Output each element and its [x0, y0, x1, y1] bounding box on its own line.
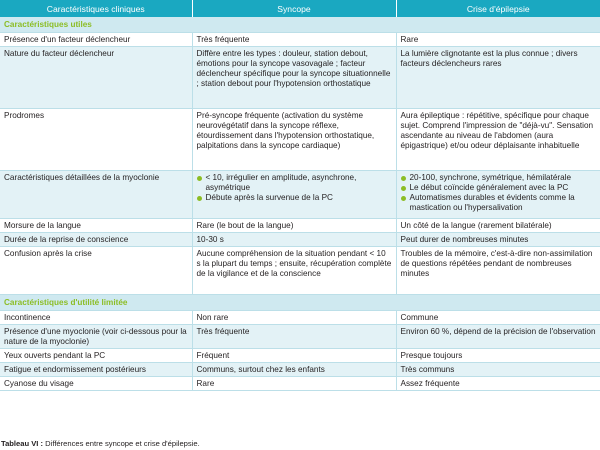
- list-item: Le début coïncide généralement avec la PC: [401, 183, 597, 193]
- syncope-cell: Aucune compréhension de la situation pendant < 10 s la plupart du temps ; ensuite, récupération complète de la vigilance et de la conscience: [192, 247, 396, 295]
- caption-text: Différences entre syncope et crise d'épilepsie.: [43, 439, 200, 448]
- row-label: Présence d'une myoclonie (voir ci-dessous pour la nature de la myoclonie): [0, 325, 192, 349]
- epilepsie-cell: [396, 171, 600, 219]
- syncope-cell: 10-30 s: [192, 233, 396, 247]
- epilepsie-cell: Environ 60 %, dépend de la précision de l'observation: [396, 325, 600, 349]
- epilepsie-cell: La lumière clignotante est la plus connue ; divers facteurs déclencheurs rares: [396, 47, 600, 109]
- syncope-cell: Fréquent: [192, 349, 396, 363]
- epilepsie-cell: Commune: [396, 311, 600, 325]
- table-row: [0, 109, 600, 171]
- epilepsie-cell: Assez fréquente: [396, 377, 600, 391]
- table-row: [0, 325, 600, 349]
- list-item: 20-100, synchrone, symétrique, hémilatérale: [401, 173, 597, 183]
- table-row: [0, 219, 600, 233]
- syncope-cell: Très fréquente: [192, 33, 396, 47]
- table-row: [0, 311, 600, 325]
- list-item: Débute après la survenue de la PC: [197, 193, 392, 203]
- list-item: < 10, irrégulier en amplitude, asynchrone, asymétrique: [197, 173, 392, 193]
- epilepsie-cell: Rare: [396, 33, 600, 47]
- row-label: Nature du facteur déclencheur: [0, 47, 192, 109]
- table-row: [0, 349, 600, 363]
- syncope-cell: Diffère entre les types : douleur, station debout, émotions pour la syncope vasovagale ; facteur déclencheur spécifique pour la syncope situationnelle ; station debout pour l'hypotension orthostatique: [192, 47, 396, 109]
- list-item: Automatismes durables et évidents comme la mastication ou l'hypersalivation: [401, 193, 597, 213]
- syncope-cell: Rare: [192, 377, 396, 391]
- epilepsie-cell: Un côté de la langue (rarement bilatérale): [396, 219, 600, 233]
- row-label: Fatigue et endormissement postérieurs: [0, 363, 192, 377]
- bullet-list: [401, 173, 597, 213]
- table-row: [0, 171, 600, 219]
- row-label: Confusion après la crise: [0, 247, 192, 295]
- row-label: Prodromes: [0, 109, 192, 171]
- syncope-cell: Non rare: [192, 311, 396, 325]
- section-title: Caractéristiques d'utilité limitée: [0, 295, 600, 311]
- table-row: [0, 47, 600, 109]
- section-row: [0, 17, 600, 33]
- caption-label: Tableau VI :: [1, 439, 44, 448]
- row-label: Caractéristiques détaillées de la myoclonie: [0, 171, 192, 219]
- table-row: [0, 233, 600, 247]
- row-label: Morsure de la langue: [0, 219, 192, 233]
- table-row: [0, 377, 600, 391]
- table-row: [0, 363, 600, 377]
- header-epilepsie: Crise d'épilepsie: [396, 0, 600, 17]
- syncope-cell: [192, 171, 396, 219]
- epilepsie-cell: Très communs: [396, 363, 600, 377]
- table-row: [0, 33, 600, 47]
- row-label: Yeux ouverts pendant la PC: [0, 349, 192, 363]
- section-row: [0, 295, 600, 311]
- epilepsie-cell: Troubles de la mémoire, c'est-à-dire non-assimilation de questions répétées pendant de nombreuses minutes: [396, 247, 600, 295]
- bullet-list: [197, 173, 392, 203]
- row-label: Cyanose du visage: [0, 377, 192, 391]
- table-caption: [1, 439, 200, 448]
- syncope-cell: Très fréquente: [192, 325, 396, 349]
- header-row: [0, 0, 600, 17]
- epilepsie-cell: Presque toujours: [396, 349, 600, 363]
- syncope-cell: Rare (le bout de la langue): [192, 219, 396, 233]
- syncope-cell: Communs, surtout chez les enfants: [192, 363, 396, 377]
- row-label: Présence d'un facteur déclencheur: [0, 33, 192, 47]
- row-label: Incontinence: [0, 311, 192, 325]
- header-syncope: Syncope: [192, 0, 396, 17]
- epilepsie-cell: Peut durer de nombreuses minutes: [396, 233, 600, 247]
- section-title: Caractéristiques utiles: [0, 17, 600, 33]
- table-row: [0, 247, 600, 295]
- header-criteria: Caractéristiques cliniques: [0, 0, 192, 17]
- epilepsie-cell: Aura épileptique : répétitive, spécifique pour chaque sujet. Comprend l'impression de "déjà-vu". Sensation ascendante au niveau de l'abdomen (aura épigastrique) et/ou odeur déplaisante inhabituelle: [396, 109, 600, 171]
- row-label: Durée de la reprise de conscience: [0, 233, 192, 247]
- syncope-cell: Pré-syncope fréquente (activation du système neurovégétatif dans la syncope réflexe, étourdissement dans l'hypotension orthostatique, palpitations dans la syncope cardiaque): [192, 109, 396, 171]
